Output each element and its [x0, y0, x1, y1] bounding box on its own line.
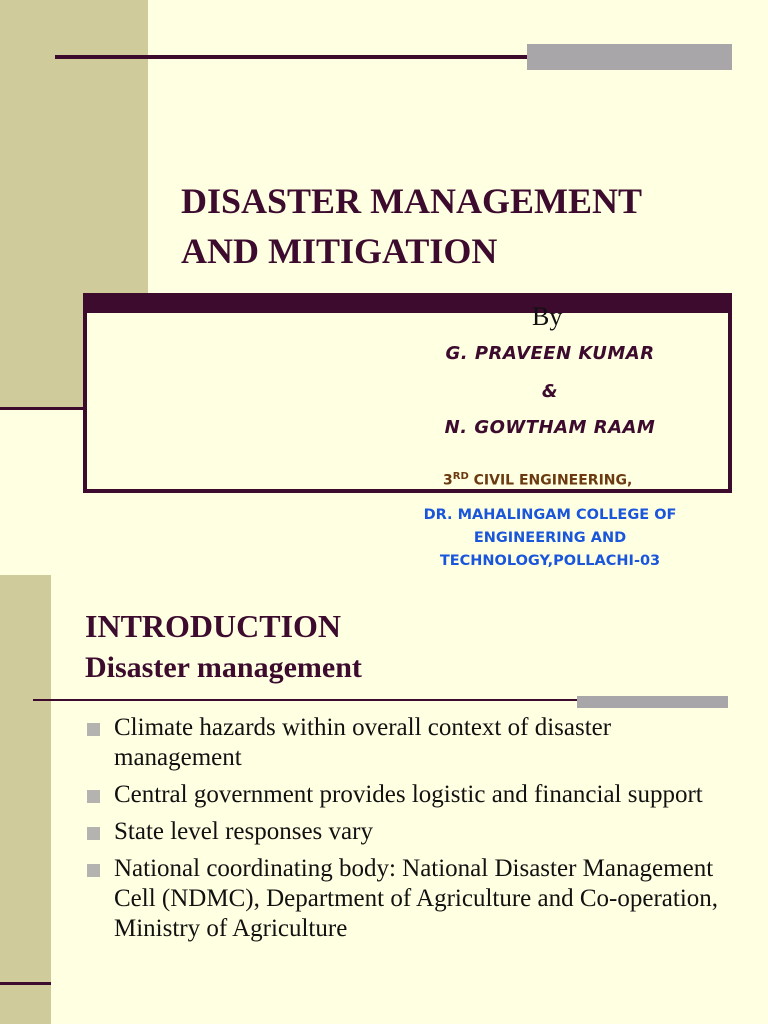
department-year: 3 — [443, 472, 453, 489]
bottom-rule — [0, 982, 51, 985]
author-name-1: G. PRAVEEN KUMAR — [445, 343, 655, 364]
bullet-list — [85, 713, 745, 951]
author-ampersand: & — [541, 381, 559, 402]
bullet-text: Central government provides logistic and financial support — [114, 781, 703, 808]
square-bullet-icon — [87, 790, 100, 803]
bullet-item — [85, 817, 745, 847]
bullet-item — [85, 854, 745, 944]
bullet-text: Climate hazards within overall context of disaster management — [114, 714, 612, 771]
side-rule — [0, 407, 84, 410]
bullet-text: National coordinating body: National Disaster Management Cell (NDMC), Department of Agriculture and Co-operation, Ministry of Agriculture — [114, 855, 719, 942]
department-name: CIVIL ENGINEERING, — [468, 472, 633, 489]
bullet-text: State level responses vary — [114, 818, 373, 845]
sidebar-panel — [0, 575, 51, 1024]
department-label — [443, 471, 632, 489]
department-year-suffix: RD — [452, 471, 469, 482]
top-accent-bar — [527, 44, 732, 70]
slide-title: DISASTER MANAGEMENT AND MITIGATION — [181, 181, 643, 271]
by-label: By — [532, 302, 563, 331]
title-accent-bar — [577, 696, 728, 708]
author-name-2: N. GOWTHAM RAAM — [444, 417, 656, 438]
slide-subtitle: Disaster management — [85, 651, 362, 684]
introduction-slide — [0, 575, 768, 1024]
bullet-item — [85, 713, 745, 773]
square-bullet-icon — [87, 864, 100, 877]
square-bullet-icon — [87, 723, 100, 736]
slide-title: INTRODUCTION — [85, 608, 342, 644]
square-bullet-icon — [87, 827, 100, 840]
college-name: DR. MAHALINGAM COLLEGE OF ENGINEERING AND TECHNOLOGY,POLLACHI-03 — [423, 507, 677, 569]
bullet-item — [85, 780, 745, 810]
